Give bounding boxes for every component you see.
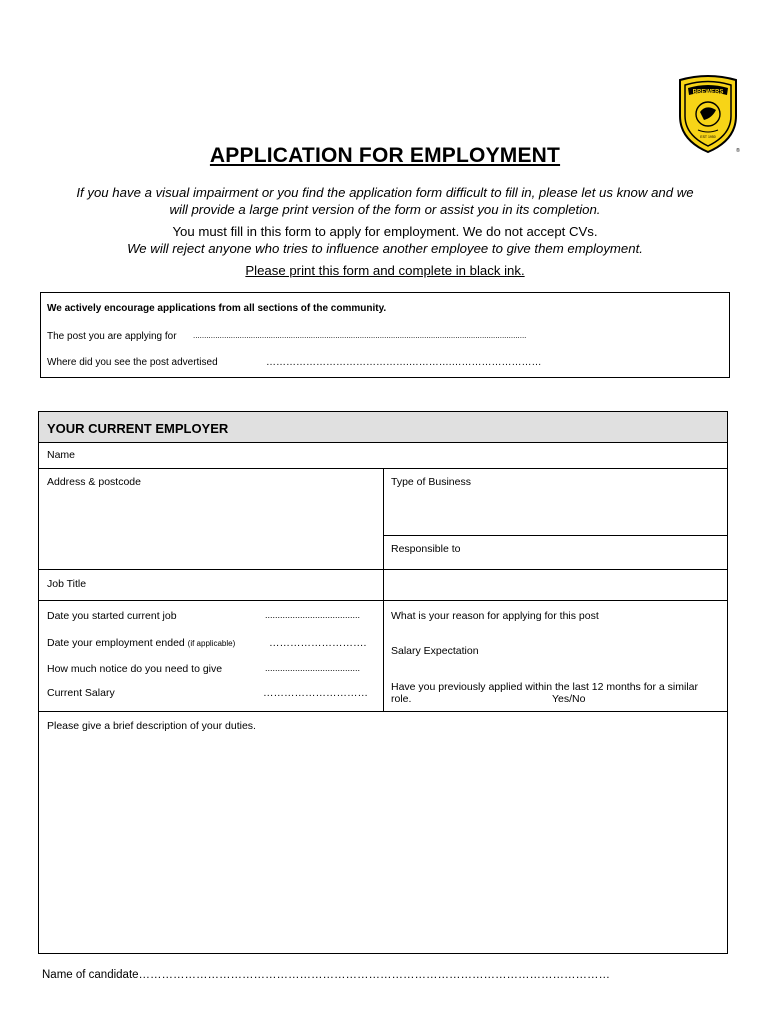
column-divider xyxy=(383,468,384,711)
date-ended-field[interactable]: ………………………. xyxy=(269,637,367,649)
salary-expectation-field[interactable] xyxy=(384,634,727,672)
advert-label: Where did you see the post advertised xyxy=(47,357,218,368)
community-heading: We actively encourage applications from all sections of the community. xyxy=(47,303,387,314)
address-field[interactable] xyxy=(39,469,383,569)
registered-mark: ® xyxy=(736,148,740,154)
intro-line-1: If you have a visual impairment or you find the application form difficult to fill in, please let us know and we xyxy=(76,185,694,200)
job-title-label: Job Title xyxy=(47,578,87,590)
type-of-business-label: Type of Business xyxy=(391,476,471,488)
previously-applied-label-2: role. xyxy=(391,693,412,705)
duties-field[interactable] xyxy=(39,712,727,953)
date-ended-text: Date your employment ended xyxy=(47,637,185,649)
salary-expectation-label: Salary Expectation xyxy=(391,645,479,657)
notice-field[interactable]: ...................................... xyxy=(265,663,361,673)
notice-label: How much notice do you need to give xyxy=(47,663,223,675)
responsible-to-field[interactable] xyxy=(384,536,727,569)
logo-text: BREWERS xyxy=(692,89,724,96)
name-field[interactable] xyxy=(39,444,727,468)
current-salary-label: Current Salary xyxy=(47,687,115,699)
section-header xyxy=(39,412,727,443)
type-of-business-field[interactable] xyxy=(384,469,727,535)
page-title: APPLICATION FOR EMPLOYMENT xyxy=(209,144,561,167)
date-ended-note: (if applicable) xyxy=(187,639,236,648)
candidate-name-line xyxy=(42,969,610,981)
date-ended-label xyxy=(47,637,235,649)
current-salary-field[interactable]: ………………………… xyxy=(263,687,368,699)
responsible-to-label: Responsible to xyxy=(391,543,461,555)
address-label: Address & postcode xyxy=(47,476,141,488)
section-header-title: YOUR CURRENT EMPLOYER xyxy=(47,421,229,436)
current-employer-table xyxy=(38,411,728,954)
reason-label: What is your reason for applying for this post xyxy=(391,610,599,622)
post-applying-label: The post you are applying for xyxy=(47,331,177,342)
yes-no-option[interactable]: Yes/No xyxy=(552,693,586,705)
logo-est-text: EST 1950 xyxy=(700,135,716,139)
name-label: Name xyxy=(47,449,76,461)
community-box xyxy=(40,292,730,378)
intro-line-2: will provide a large print version of the form or assist you in its completion. xyxy=(169,202,601,217)
intro-line-5: Please print this form and complete in black ink. xyxy=(245,263,525,278)
previously-applied-label: Have you previously applied within the last 12 months for a similar xyxy=(391,681,698,693)
intro-line-4: We will reject anyone who tries to influence another employee to give them employment. xyxy=(127,241,643,256)
reason-field[interactable] xyxy=(384,601,727,631)
duties-label: Please give a brief description of your duties. xyxy=(47,720,256,732)
candidate-name-field[interactable]: …………………………………………………………………………………………………………… xyxy=(138,969,611,981)
advert-field[interactable]: …………………………………….………….……………………… xyxy=(266,357,542,368)
intro-line-3: You must fill in this form to apply for employment. We do not accept CVs. xyxy=(172,224,598,239)
brewers-crest-logo xyxy=(672,74,744,154)
post-applying-field[interactable]: ...................................................................................................................................................... xyxy=(193,331,527,340)
date-started-label: Date you started current job xyxy=(47,610,177,622)
date-started-field[interactable]: ...................................... xyxy=(265,610,361,620)
candidate-name-label: Name of candidate xyxy=(42,969,139,981)
